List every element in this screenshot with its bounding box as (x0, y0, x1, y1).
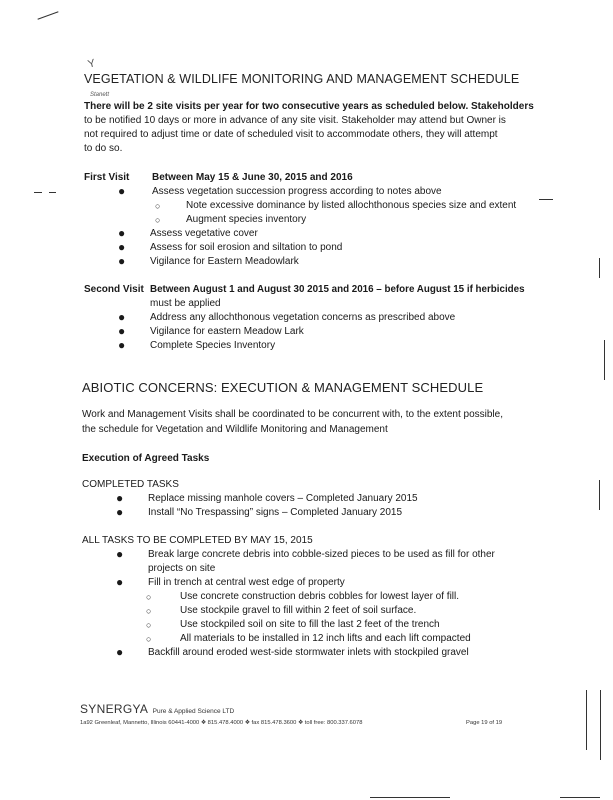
bullet-dot: ● (116, 575, 124, 589)
due-sub-3: Use stockpiled soil on site to fill the last 2 feet of the trench (180, 619, 440, 630)
second-visit-date-line-1: Between August 1 and August 30 2015 and 2016 – before August 15 if herbicides (150, 284, 525, 295)
section-title-vegetation: VEGETATION & WILDLIFE MONITORING AND MANAGEMENT SCHEDULE (84, 72, 520, 86)
bullet-dot: ● (116, 547, 124, 561)
bullet-dot: ● (118, 310, 126, 324)
due-item-3: Backfill around eroded west-side stormwater inlets with stockpiled gravel (148, 647, 469, 658)
bullet-dot: ● (118, 226, 126, 240)
scan-mark-right-edge-4 (586, 690, 587, 750)
second-visit-date-line-2: must be applied (150, 298, 221, 309)
execution-heading: Execution of Agreed Tasks (82, 453, 210, 464)
scan-mark-right-edge-2 (604, 340, 605, 380)
footer-brand-sub: Pure & Applied Science LTD (152, 708, 235, 715)
logo-subtext: Stanett (90, 92, 110, 98)
due-sub-4: All materials to be installed in 12 inch lifts and each lift compacted (180, 633, 471, 644)
intro-line-3: not required to adjust time or date of scheduled visit to accommodate others, they will attempt (84, 129, 498, 140)
due-item-1-line-1: Break large concrete debris into cobble-sized pieces to be used as fill for other (148, 549, 495, 560)
circle-bullet: ○ (146, 620, 152, 630)
bullet-dot: ● (118, 184, 126, 198)
due-sub-2: Use stockpile gravel to fill within 2 feet of soil surface. (180, 605, 417, 616)
due-item-1-line-2: projects on site (148, 563, 216, 574)
circle-bullet: ○ (146, 634, 152, 644)
bullet-dot: ● (116, 505, 124, 519)
second-visit-item-1: Address any allochthonous vegetation concerns as prescribed above (150, 312, 456, 323)
bullet-dot: ● (118, 338, 126, 352)
first-visit-sub-2: Augment species inventory (186, 214, 307, 225)
logo-mark: Y (86, 57, 97, 71)
circle-bullet: ○ (146, 606, 152, 616)
footer-address: 1a92 Greenleaf, Mannetto, Illinois 60441-4000 ❖ 815.478.4000 ❖ fax 815.478.3600 ❖ toll free: 800.337.6078 (80, 720, 363, 726)
intro-line-2: to be notified 10 days or more in advance of any site visit. Stakeholder may attend but Owner is (84, 115, 506, 126)
scan-mark-right-edge-1 (599, 258, 600, 278)
footer-page-number: Page 19 of 19 (466, 720, 503, 726)
first-visit-item-3: Assess for soil erosion and siltation to pond (150, 242, 343, 253)
scan-mark-right (539, 199, 553, 200)
bullet-dot: ● (118, 324, 126, 338)
footer-brand-name: SYNERGYA (80, 702, 149, 716)
footer-brand (80, 700, 234, 718)
second-visit-item-3: Complete Species Inventory (150, 340, 276, 351)
scan-mark-bottom-right (560, 797, 600, 798)
completed-heading: COMPLETED TASKS (82, 479, 179, 490)
circle-bullet: ○ (146, 592, 152, 602)
circle-bullet: ○ (155, 215, 161, 225)
bullet-dot: ● (116, 491, 124, 505)
due-heading: ALL TASKS TO BE COMPLETED BY MAY 15, 2015 (82, 535, 313, 546)
second-visit-item-2: Vigilance for eastern Meadow Lark (150, 326, 304, 337)
scan-mark-left (34, 192, 42, 193)
scan-mark-top-left (37, 11, 58, 19)
completed-item-1: Replace missing manhole covers – Completed January 2015 (148, 493, 418, 504)
completed-item-2: Install “No Trespassing” signs – Completed January 2015 (148, 507, 403, 518)
first-visit-item-2: Assess vegetative cover (150, 228, 258, 239)
scan-mark-right-edge-5 (600, 690, 601, 760)
abiotic-intro-line-1: Work and Management Visits shall be coordinated to be concurrent with, to the extent possible, (82, 409, 503, 420)
intro-line-4: to do so. (84, 143, 123, 154)
scan-mark-right-edge-3 (599, 480, 600, 510)
abiotic-intro-line-2: the schedule for Vegetation and Wildlife Monitoring and Management (82, 424, 388, 435)
bullet-dot: ● (118, 240, 126, 254)
scan-mark-left-2 (49, 192, 56, 193)
circle-bullet: ○ (155, 201, 161, 211)
first-visit-label: First Visit (84, 172, 130, 183)
bullet-dot: ● (116, 645, 124, 659)
intro-line-1: There will be 2 site visits per year for two consecutive years as scheduled below. Stakeholders (84, 101, 534, 112)
first-visit-date: Between May 15 & June 30, 2015 and 2016 (152, 172, 353, 183)
first-visit-sub-1: Note excessive dominance by listed allochthonous species size and extent (186, 200, 517, 211)
due-item-2: Fill in trench at central west edge of property (148, 577, 345, 588)
scan-mark-bottom (370, 797, 450, 798)
first-visit-item-4: Vigilance for Eastern Meadowlark (150, 256, 299, 267)
first-visit-item-1: Assess vegetation succession progress according to notes above (152, 186, 442, 197)
bullet-dot: ● (118, 254, 126, 268)
due-sub-1: Use concrete construction debris cobbles for lowest layer of fill. (180, 591, 460, 602)
section-title-abiotic: ABIOTIC CONCERNS: EXECUTION & MANAGEMENT SCHEDULE (82, 380, 484, 395)
second-visit-label: Second Visit (84, 284, 144, 295)
